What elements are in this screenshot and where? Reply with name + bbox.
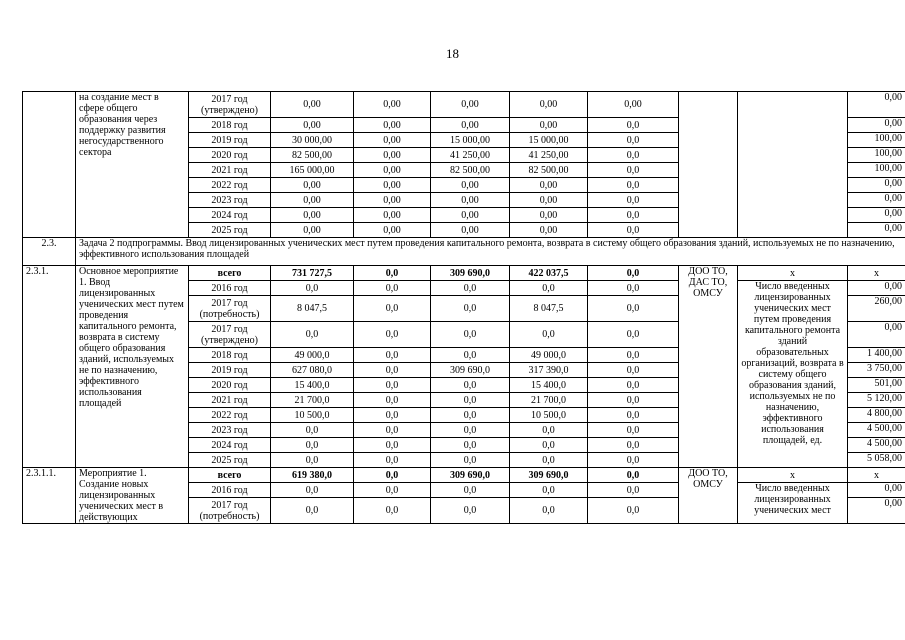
regional-amount: 0,0: [431, 438, 510, 453]
year-cell: 2018 год: [189, 118, 271, 133]
federal-amount: 0,0: [354, 322, 431, 348]
regional-amount: 0,00: [431, 92, 510, 118]
year-cell: 2023 год: [189, 423, 271, 438]
local-amount: 82 500,00: [510, 163, 588, 178]
regional-amount: 0,0: [431, 408, 510, 423]
target-value: 0,00: [848, 223, 905, 238]
local-amount: 49 000,0: [510, 348, 588, 363]
executor-cell: ДОО ТО, ДАС ТО, ОМСУ: [679, 266, 738, 468]
extra-amount: 0,0: [588, 193, 679, 208]
regional-amount: 0,0: [431, 348, 510, 363]
table-row: [23, 468, 905, 483]
total-amount: 0,0: [271, 322, 354, 348]
row-number-cell: 2.3.1.: [23, 266, 76, 468]
local-amount: 0,0: [510, 498, 588, 524]
total-amount: 627 080,0: [271, 363, 354, 378]
regional-amount: 0,0: [431, 378, 510, 393]
extra-amount: 0,0: [588, 498, 679, 524]
extra-amount: 0,0: [588, 163, 679, 178]
local-amount: 21 700,0: [510, 393, 588, 408]
extra-amount: 0,0: [588, 148, 679, 163]
regional-amount: 0,0: [431, 498, 510, 524]
regional-amount: 0,0: [431, 281, 510, 296]
extra-amount: 0,0: [588, 408, 679, 423]
year-cell: 2021 год: [189, 163, 271, 178]
year-cell: 2024 год: [189, 208, 271, 223]
federal-amount: 0,00: [354, 193, 431, 208]
local-amount: 0,0: [510, 438, 588, 453]
total-amount: 0,00: [271, 208, 354, 223]
year-cell: 2017 год (потребность): [189, 498, 271, 524]
total-amount: 21 700,0: [271, 393, 354, 408]
local-amount: 0,00: [510, 92, 588, 118]
year-cell: 2025 год: [189, 223, 271, 238]
total-amount: 82 500,00: [271, 148, 354, 163]
extra-amount: 0,00: [588, 92, 679, 118]
federal-amount: 0,0: [354, 453, 431, 468]
row-number-cell: 2.3.1.1.: [23, 468, 76, 524]
indicator-x: х: [738, 266, 848, 281]
federal-amount: 0,00: [354, 178, 431, 193]
extra-amount: 0,0: [588, 208, 679, 223]
total-amount: 0,00: [271, 118, 354, 133]
regional-amount: 0,00: [431, 118, 510, 133]
regional-amount: 0,0: [431, 393, 510, 408]
federal-amount: 0,00: [354, 208, 431, 223]
total-amount: 0,00: [271, 92, 354, 118]
federal-amount: 0,0: [354, 408, 431, 423]
federal-amount: 0,00: [354, 118, 431, 133]
target-value: 3 750,00: [848, 363, 905, 378]
target-value: 0,00: [848, 92, 905, 118]
year-cell: 2022 год: [189, 408, 271, 423]
page-number: 18: [446, 46, 459, 61]
local-amount: 0,0: [510, 281, 588, 296]
total-amount: 0,0: [271, 281, 354, 296]
regional-amount: 309 690,0: [431, 363, 510, 378]
extra-amount: 0,0: [588, 118, 679, 133]
target-value: 0,00: [848, 178, 905, 193]
total-amount: 8 047,5: [271, 296, 354, 322]
year-cell: 2018 год: [189, 348, 271, 363]
regional-amount: 0,00: [431, 208, 510, 223]
local-amount: 10 500,0: [510, 408, 588, 423]
total-amount: 165 000,00: [271, 163, 354, 178]
target-value: 5 058,00: [848, 453, 905, 468]
row-number-cell: [23, 92, 76, 238]
indicator-x: х: [738, 468, 848, 483]
extra-amount: 0,0: [588, 178, 679, 193]
extra-amount: 0,0: [588, 453, 679, 468]
year-cell: 2019 год: [189, 363, 271, 378]
federal-amount: 0,00: [354, 223, 431, 238]
year-cell: 2020 год: [189, 148, 271, 163]
regional-amount: 0,0: [431, 423, 510, 438]
extra-amount: 0,0: [588, 423, 679, 438]
federal-amount: 0,00: [354, 148, 431, 163]
total-amount: 49 000,0: [271, 348, 354, 363]
total-amount: 30 000,00: [271, 133, 354, 148]
year-cell: 2019 год: [189, 133, 271, 148]
extra-amount: 0,0: [588, 281, 679, 296]
table-row: [23, 92, 905, 118]
target-x: х: [848, 468, 905, 483]
year-cell: 2021 год: [189, 393, 271, 408]
target-value: 100,00: [848, 133, 905, 148]
regional-amount: 0,0: [431, 296, 510, 322]
local-amount: 0,00: [510, 118, 588, 133]
task-number: 2.3.: [23, 238, 76, 266]
federal-amount: 0,0: [354, 393, 431, 408]
total-amount: 0,0: [271, 423, 354, 438]
regional-amount: 0,00: [431, 193, 510, 208]
local-amount: 0,00: [510, 178, 588, 193]
executor-cell: ДОО ТО, ОМСУ: [679, 468, 738, 524]
extra-amount: 0,0: [588, 438, 679, 453]
federal-amount: 0,0: [354, 363, 431, 378]
target-value: 4 500,00: [848, 438, 905, 453]
target-value: 0,00: [848, 498, 905, 524]
year-cell: 2016 год: [189, 281, 271, 296]
total-amount: 619 380,0: [271, 468, 354, 483]
target-value: 0,00: [848, 322, 905, 348]
year-cell: 2024 год: [189, 438, 271, 453]
federal-amount: 0,0: [354, 378, 431, 393]
total-label: всего: [189, 468, 271, 483]
year-cell: 2017 год (потребность): [189, 296, 271, 322]
indicator-cell: [738, 92, 848, 238]
total-amount: 731 727,5: [271, 266, 354, 281]
federal-amount: 0,00: [354, 92, 431, 118]
regional-amount: 0,0: [431, 453, 510, 468]
target-value: 4 800,00: [848, 408, 905, 423]
executor-cell: [679, 92, 738, 238]
indicator-cell: Число введенных лицензированных ученических мест путем проведения капитального ремонта зданий образовательных организаций, возврата в систему общего образования зданий, используемых не по назначению, эффективного использования площадей, ед.: [738, 281, 848, 468]
regional-amount: 0,00: [431, 178, 510, 193]
target-value: 0,00: [848, 193, 905, 208]
local-amount: 0,00: [510, 193, 588, 208]
federal-amount: 0,00: [354, 163, 431, 178]
federal-amount: 0,0: [354, 266, 431, 281]
target-value: 4 500,00: [848, 423, 905, 438]
extra-amount: 0,0: [588, 468, 679, 483]
target-value: 501,00: [848, 378, 905, 393]
local-amount: 317 390,0: [510, 363, 588, 378]
federal-amount: 0,0: [354, 296, 431, 322]
local-amount: 8 047,5: [510, 296, 588, 322]
federal-amount: 0,0: [354, 498, 431, 524]
measure-description: на создание мест в сфере общего образования через поддержку развития негосударственного сектора: [76, 92, 189, 238]
year-cell: 2023 год: [189, 193, 271, 208]
target-value: 260,00: [848, 296, 905, 322]
extra-amount: 0,0: [588, 322, 679, 348]
local-amount: 0,0: [510, 423, 588, 438]
indicator-cell: Число введенных лицензированных ученических мест: [738, 483, 848, 524]
year-cell: 2017 год (утверждено): [189, 92, 271, 118]
federal-amount: 0,0: [354, 281, 431, 296]
regional-amount: 309 690,0: [431, 468, 510, 483]
table-row: [23, 266, 905, 281]
total-amount: 0,0: [271, 483, 354, 498]
year-cell: 2020 год: [189, 378, 271, 393]
local-amount: 0,0: [510, 483, 588, 498]
extra-amount: 0,0: [588, 378, 679, 393]
target-value: 0,00: [848, 483, 905, 498]
program-table: [22, 91, 905, 524]
total-amount: 0,0: [271, 438, 354, 453]
year-cell: 2022 год: [189, 178, 271, 193]
task-text: Задача 2 подпрограммы. Ввод лицензированных ученических мест путем проведения капитального ремонта, возврата в систему общего образования зданий, используемых не по назначению, эффективного использования площадей: [76, 238, 905, 266]
regional-amount: 82 500,00: [431, 163, 510, 178]
extra-amount: 0,0: [588, 296, 679, 322]
local-amount: 0,0: [510, 453, 588, 468]
federal-amount: 0,0: [354, 468, 431, 483]
target-value: 1 400,00: [848, 348, 905, 363]
regional-amount: 309 690,0: [431, 266, 510, 281]
target-value: 0,00: [848, 208, 905, 223]
total-label: всего: [189, 266, 271, 281]
extra-amount: 0,0: [588, 133, 679, 148]
target-value: 100,00: [848, 163, 905, 178]
federal-amount: 0,0: [354, 423, 431, 438]
total-amount: 10 500,0: [271, 408, 354, 423]
federal-amount: 0,0: [354, 348, 431, 363]
measure-description: Основное мероприятие 1. Ввод лицензированных ученических мест путем проведения капитального ремонта, возврата в систему общего образования зданий, используемых не по назначению, эффективного использования площадей: [76, 266, 189, 468]
local-amount: 422 037,5: [510, 266, 588, 281]
target-value: 100,00: [848, 148, 905, 163]
regional-amount: 0,00: [431, 223, 510, 238]
total-amount: 0,00: [271, 223, 354, 238]
local-amount: 0,00: [510, 223, 588, 238]
extra-amount: 0,0: [588, 393, 679, 408]
extra-amount: 0,0: [588, 483, 679, 498]
local-amount: 41 250,00: [510, 148, 588, 163]
local-amount: 15 400,0: [510, 378, 588, 393]
regional-amount: 41 250,00: [431, 148, 510, 163]
local-amount: 15 000,00: [510, 133, 588, 148]
total-amount: 0,00: [271, 178, 354, 193]
task-row: [23, 238, 905, 266]
year-cell: 2017 год (утверждено): [189, 322, 271, 348]
local-amount: 0,00: [510, 208, 588, 223]
target-x: х: [848, 266, 905, 281]
federal-amount: 0,0: [354, 483, 431, 498]
total-amount: 0,00: [271, 193, 354, 208]
federal-amount: 0,00: [354, 133, 431, 148]
total-amount: 0,0: [271, 453, 354, 468]
extra-amount: 0,0: [588, 363, 679, 378]
year-cell: 2025 год: [189, 453, 271, 468]
regional-amount: 15 000,00: [431, 133, 510, 148]
target-value: 5 120,00: [848, 393, 905, 408]
total-amount: 15 400,0: [271, 378, 354, 393]
measure-description: Мероприятие 1. Создание новых лицензированных ученических мест в действующих: [76, 468, 189, 524]
target-value: 0,00: [848, 118, 905, 133]
regional-amount: 0,0: [431, 322, 510, 348]
total-amount: 0,0: [271, 498, 354, 524]
regional-amount: 0,0: [431, 483, 510, 498]
year-cell: 2016 год: [189, 483, 271, 498]
local-amount: 0,0: [510, 322, 588, 348]
local-amount: 309 690,0: [510, 468, 588, 483]
extra-amount: 0,0: [588, 348, 679, 363]
extra-amount: 0,0: [588, 223, 679, 238]
target-value: 0,00: [848, 281, 905, 296]
extra-amount: 0,0: [588, 266, 679, 281]
federal-amount: 0,0: [354, 438, 431, 453]
